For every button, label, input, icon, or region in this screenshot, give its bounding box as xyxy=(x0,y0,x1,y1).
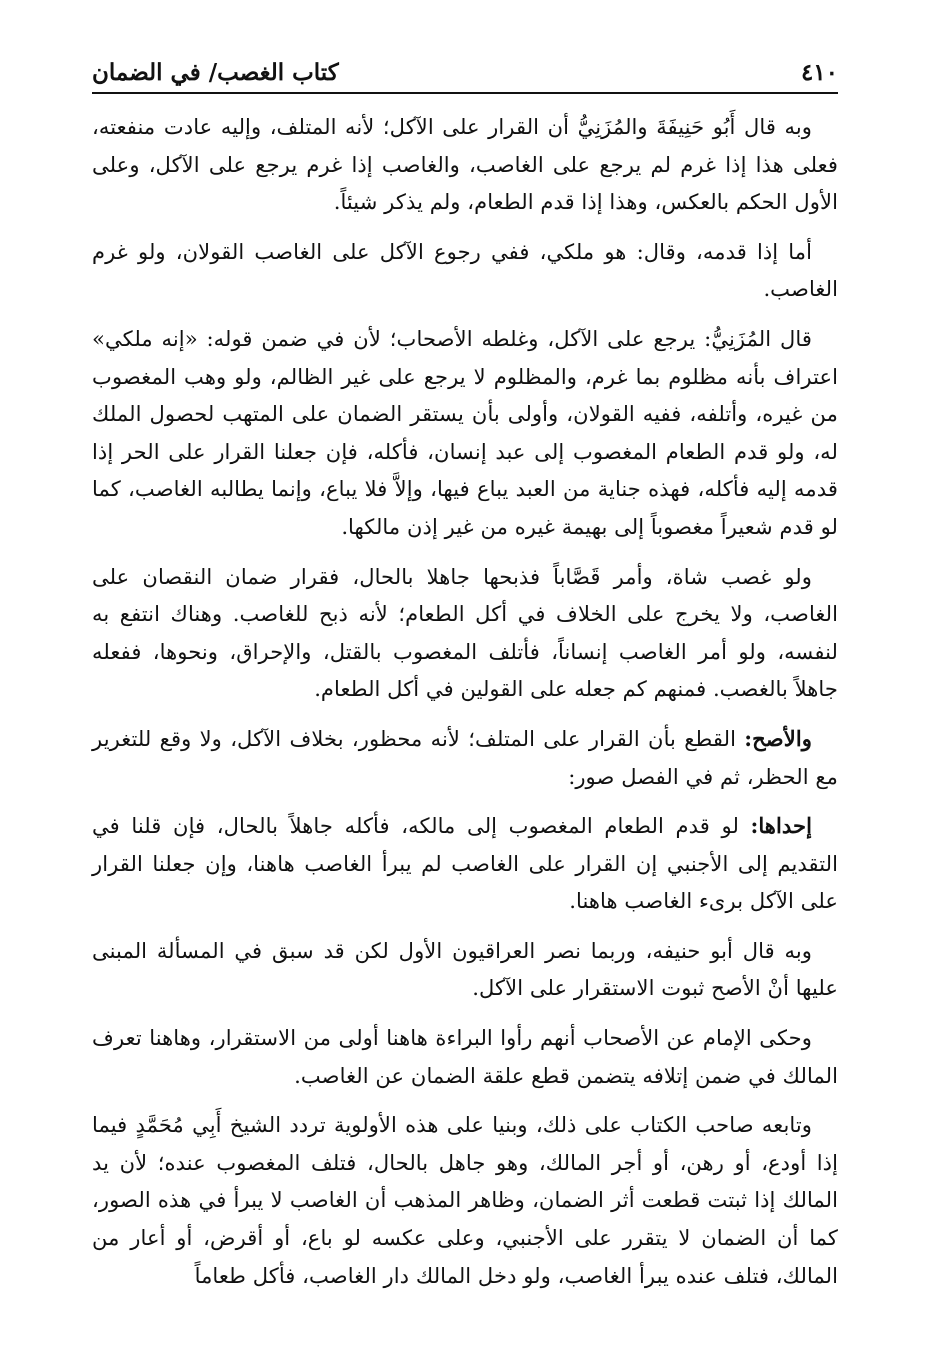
book-page xyxy=(92,52,838,1342)
chapter-title: كتاب الغصب/ في الضمان xyxy=(92,59,339,86)
running-head xyxy=(92,52,838,88)
paragraph xyxy=(92,320,838,546)
paragraph-text: وحكى الإمام عن الأصحاب أنهم رأوا البراءة هاهنا أولى من الاستقرار، وهاهنا تعرف المالك في ضمن إتلافه يتضمن قطع علقة الضمان عن الغاصب. xyxy=(92,1025,838,1088)
paragraph xyxy=(92,807,838,920)
paragraph-lead: إحداها: xyxy=(750,813,812,839)
paragraph xyxy=(92,233,838,308)
paragraph xyxy=(92,1106,838,1294)
paragraph-text: لو قدم الطعام المغصوب إلى مالكه، فأكله جاهلاً بالحال، فإن قلنا في التقديم إلى الأجنبي إن القرار على الغاصب لم يبرأ الغاصب هاهنا، وإن جعلنا القرار على الآكل برىء الغاصب هاهنا. xyxy=(92,813,838,914)
paragraph-text: القطع بأن القرار على المتلف؛ لأنه محظور، بخلاف الآكل، ولا وقع للتغرير مع الحظر، ثم في الفصل صور: xyxy=(92,725,838,789)
paragraph-text: وبه قال أبو حنيفه، وربما نصر العراقيون الأول لكن قد سبق في المسألة المبنى عليها أنْ الأصح ثبوت الاستقرار على الآكل. xyxy=(92,937,838,1001)
paragraph xyxy=(92,932,838,1007)
paragraph xyxy=(92,108,838,221)
header-rule xyxy=(92,92,838,94)
paragraph-text: وتابعه صاحب الكتاب على ذلك، وبنيا على هذه الأولوية تردد الشيخ أَبِي مُحَمَّدٍ فيما إذا أودع، أو رهن، أو أجر المالك، وهو جاهل بالحال، فتلف المغصوب عنده؛ لأن يد المالك إذا ثبتت قطعت أثر الضمان، وظاهر المذهب أن الغاصب لا يبرأ في هذه الصور، كما أن الضمان لا يتقرر على الأجنبي، وعلى عكسه لو باع، أو أقرض، أو أعار من المالك، فتلف عنده يبرأ الغاصب، ولو دخل المالك دار الغاصب، فأكل طعاماً xyxy=(92,1112,838,1288)
paragraph xyxy=(92,1019,838,1094)
paragraph xyxy=(92,558,838,708)
paragraph xyxy=(92,720,838,795)
body-text xyxy=(92,108,838,1294)
paragraph-text: وبه قال أَبُو حَنِيفَةَ والمُزَنِيُّ أن القرار على الآكل؛ لأنه المتلف، وإليه عادت منفعته، فعلى هذا إذا غرم لم يرجع على الغاصب، والغاصب إذا غرم يرجع على الآكل، وعلى الأول الحكم بالعكس، وهذا إذا قدم الطعام، ولم يذكر شيئاً. xyxy=(92,114,838,215)
page-number: ٤١٠ xyxy=(800,59,838,86)
paragraph-lead: والأصح: xyxy=(744,725,812,751)
paragraph-text: أما إذا قدمه، وقال: هو ملكي، ففي رجوع الآكل على الغاصب القولان، ولو غرم الغاصب. xyxy=(92,238,838,302)
paragraph-text: قال المُزَنِيُّ: يرجع على الآكل، وغلطه الأصحاب؛ لأن في ضمن قوله: «إنه ملكي» اعتراف بأنه مظلوم بما غرم، والمظلوم لا يرجع على غير الظالم، ولو وهب المغصوب من غيره، وأتلفه، ففيه القولان، وأولى بأن يستقر الضمان على المتهب لحصول الملك له، ولو قدم الطعام المغصوب إلى عبد إنسان، فأكله، فإن جعلنا القرار على الحر إذا قدمه إليه فأكله، فهذه جناية من العبد يباع فيها، وإلاَّ فلا يباع، وإنما يطالبه الغاصب، كما لو قدم شعيراً مغصوباً إلى بهيمة غيره من غير إذن مالكها. xyxy=(92,325,838,539)
paragraph-text: ولو غصب شاة، وأمر قَصَّاباً فذبحها جاهلا بالحال، فقرار ضمان النقصان على الغاصب، ولا يخرج على الخلاف في أكل الطعام؛ لأنه ذبح للغاصب. وهناك انتفع به لنفسه، ولو أمر الغاصب إنساناً، فأتلف المغصوب بالقتل، والإحراق، ونحوها، ففعله جاهلاً بالغصب. فمنهم كم جعله على القولين في أكل الطعام. xyxy=(92,563,838,702)
